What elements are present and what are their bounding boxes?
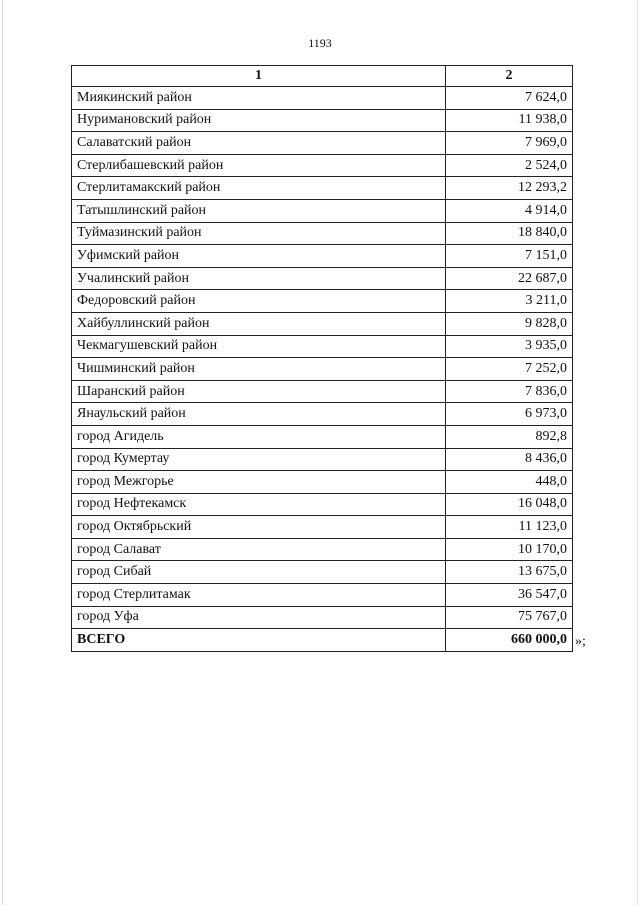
row-name: Татышлинский район [72,199,446,222]
row-value: 9 828,0 [446,312,573,335]
total-row [72,629,573,652]
table-row [72,380,573,403]
row-name: город Стерлитамак [72,584,446,607]
table-row [72,493,573,516]
row-name: Миякинский район [72,87,446,110]
table-row [72,312,573,335]
table-row [72,584,573,607]
row-name: Чекмагушевский район [72,335,446,358]
row-value: 13 675,0 [446,561,573,584]
table-row [72,109,573,132]
row-name: город Октябрьский [72,516,446,539]
row-value: 22 687,0 [446,267,573,290]
table-row [72,448,573,471]
table-row [72,87,573,110]
table-row [72,516,573,539]
allocation-table [71,65,573,652]
row-value: 892,8 [446,425,573,448]
row-name: город Кумертау [72,448,446,471]
row-value: 3 935,0 [446,335,573,358]
table-row [72,403,573,426]
row-value: 7 252,0 [446,358,573,381]
row-name: Уфимский район [72,245,446,268]
row-name: город Сибай [72,561,446,584]
row-value: 18 840,0 [446,222,573,245]
column-header-1: 1 [72,66,446,87]
row-name: Шаранский район [72,380,446,403]
row-name: Стерлитамакский район [72,177,446,200]
row-name: Туймазинский район [72,222,446,245]
scan-edge-right [637,0,638,905]
table-row [72,606,573,629]
page-number: 1193 [308,36,332,50]
table-row [72,132,573,155]
row-value: 4 914,0 [446,199,573,222]
table-row [72,335,573,358]
table-row [72,425,573,448]
row-value: 6 973,0 [446,403,573,426]
row-name: Учалинский район [72,267,446,290]
row-name: город Агидель [72,425,446,448]
row-value: 11 938,0 [446,109,573,132]
table-row [72,290,573,313]
table-row [72,199,573,222]
row-name: Нуримановский район [72,109,446,132]
row-name: город Межгорье [72,471,446,494]
scan-edge-left [2,0,3,905]
row-value: 7 969,0 [446,132,573,155]
row-name: город Нефтекамск [72,493,446,516]
total-label: ВСЕГО [72,629,446,652]
row-name: город Уфа [72,606,446,629]
column-header-2: 2 [446,66,573,87]
row-value: 7 624,0 [446,87,573,110]
row-value: 7 836,0 [446,380,573,403]
table-row [72,222,573,245]
table-row [72,561,573,584]
row-name: Чишминский район [72,358,446,381]
row-name: Хайбуллинский район [72,312,446,335]
row-value: 10 170,0 [446,538,573,561]
row-value: 448,0 [446,471,573,494]
table-body [72,87,573,652]
table-row [72,267,573,290]
row-value: 16 048,0 [446,493,573,516]
row-name: город Салават [72,538,446,561]
row-value: 36 547,0 [446,584,573,607]
row-value: 11 123,0 [446,516,573,539]
table-row [72,177,573,200]
row-name: Стерлибашевский район [72,154,446,177]
closing-quote-mark: »; [575,634,586,649]
row-value: 8 436,0 [446,448,573,471]
row-value: 12 293,2 [446,177,573,200]
row-value: 7 151,0 [446,245,573,268]
row-name: Салаватский район [72,132,446,155]
row-value: 2 524,0 [446,154,573,177]
table-row [72,154,573,177]
table-row [72,471,573,494]
row-value: 3 211,0 [446,290,573,313]
row-name: Федоровский район [72,290,446,313]
total-value: 660 000,0 [446,629,573,652]
table-header-row [72,66,573,87]
table-row [72,245,573,268]
table-row [72,538,573,561]
row-name: Янаульский район [72,403,446,426]
table-row [72,358,573,381]
row-value: 75 767,0 [446,606,573,629]
